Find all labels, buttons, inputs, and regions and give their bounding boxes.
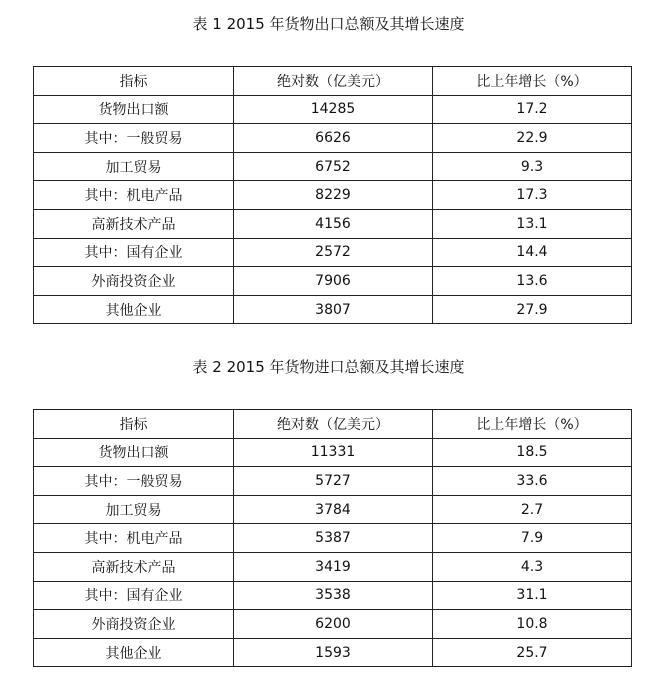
- value-cell: 3419: [234, 552, 433, 581]
- table-row: [34, 467, 632, 496]
- table-row: [34, 638, 632, 667]
- table-1-caption: 表 1 2015 年货物出口总额及其增长速度: [192, 15, 465, 33]
- export-table: [33, 66, 632, 324]
- header-indicator: 指标: [34, 410, 234, 439]
- indicator-cell: 外商投资企业: [34, 267, 234, 296]
- growth-cell: 14.4: [433, 238, 632, 267]
- indicator-cell: 其他企业: [34, 295, 234, 324]
- indicator-cell: 其中：一般贸易: [34, 124, 234, 153]
- value-cell: 6200: [234, 610, 433, 639]
- value-cell: 5387: [234, 524, 433, 553]
- value-cell: 11331: [234, 438, 433, 467]
- growth-cell: 18.5: [433, 438, 632, 467]
- growth-cell: 9.3: [433, 152, 632, 181]
- table-row: [34, 181, 632, 210]
- header-growth-rate: 比上年增长（%）: [433, 67, 632, 96]
- indicator-cell: 其中：机电产品: [34, 524, 234, 553]
- indicator-cell: 货物出口额: [34, 438, 234, 467]
- table-row: [34, 581, 632, 610]
- growth-cell: 33.6: [433, 467, 632, 496]
- header-absolute-value: 绝对数（亿美元）: [234, 410, 433, 439]
- indicator-cell: 货物出口额: [34, 95, 234, 124]
- value-cell: 3807: [234, 295, 433, 324]
- indicator-cell: 其中：国有企业: [34, 238, 234, 267]
- growth-cell: 25.7: [433, 638, 632, 667]
- table-row: [34, 152, 632, 181]
- table-header-row: [34, 410, 632, 439]
- value-cell: 5727: [234, 467, 433, 496]
- value-cell: 1593: [234, 638, 433, 667]
- indicator-cell: 外商投资企业: [34, 610, 234, 639]
- growth-cell: 17.3: [433, 181, 632, 210]
- table-row: [34, 124, 632, 153]
- indicator-cell: 其中：国有企业: [34, 581, 234, 610]
- growth-cell: 17.2: [433, 95, 632, 124]
- table-row: [34, 438, 632, 467]
- growth-cell: 2.7: [433, 495, 632, 524]
- indicator-cell: 其中：一般贸易: [34, 467, 234, 496]
- value-cell: 8229: [234, 181, 433, 210]
- header-absolute-value: 绝对数（亿美元）: [234, 67, 433, 96]
- header-growth-rate: 比上年增长（%）: [433, 410, 632, 439]
- value-cell: 6752: [234, 152, 433, 181]
- indicator-cell: 高新技术产品: [34, 552, 234, 581]
- table-row: [34, 495, 632, 524]
- table-row: [34, 552, 632, 581]
- growth-cell: 13.6: [433, 267, 632, 296]
- indicator-cell: 其中：机电产品: [34, 181, 234, 210]
- indicator-cell: 加工贸易: [34, 495, 234, 524]
- table-row: [34, 209, 632, 238]
- value-cell: 3784: [234, 495, 433, 524]
- value-cell: 3538: [234, 581, 433, 610]
- table-row: [34, 524, 632, 553]
- import-table: [33, 409, 632, 667]
- growth-cell: 13.1: [433, 209, 632, 238]
- table-row: [34, 95, 632, 124]
- table-row: [34, 238, 632, 267]
- growth-cell: 10.8: [433, 610, 632, 639]
- header-indicator: 指标: [34, 67, 234, 96]
- indicator-cell: 其他企业: [34, 638, 234, 667]
- growth-cell: 22.9: [433, 124, 632, 153]
- growth-cell: 27.9: [433, 295, 632, 324]
- table-2-caption: 表 2 2015 年货物进口总额及其增长速度: [192, 358, 465, 376]
- growth-cell: 4.3: [433, 552, 632, 581]
- table-row: [34, 295, 632, 324]
- value-cell: 6626: [234, 124, 433, 153]
- table-row: [34, 267, 632, 296]
- growth-cell: 7.9: [433, 524, 632, 553]
- value-cell: 7906: [234, 267, 433, 296]
- indicator-cell: 高新技术产品: [34, 209, 234, 238]
- table-header-row: [34, 67, 632, 96]
- value-cell: 4156: [234, 209, 433, 238]
- value-cell: 2572: [234, 238, 433, 267]
- growth-cell: 31.1: [433, 581, 632, 610]
- table-row: [34, 610, 632, 639]
- value-cell: 14285: [234, 95, 433, 124]
- indicator-cell: 加工贸易: [34, 152, 234, 181]
